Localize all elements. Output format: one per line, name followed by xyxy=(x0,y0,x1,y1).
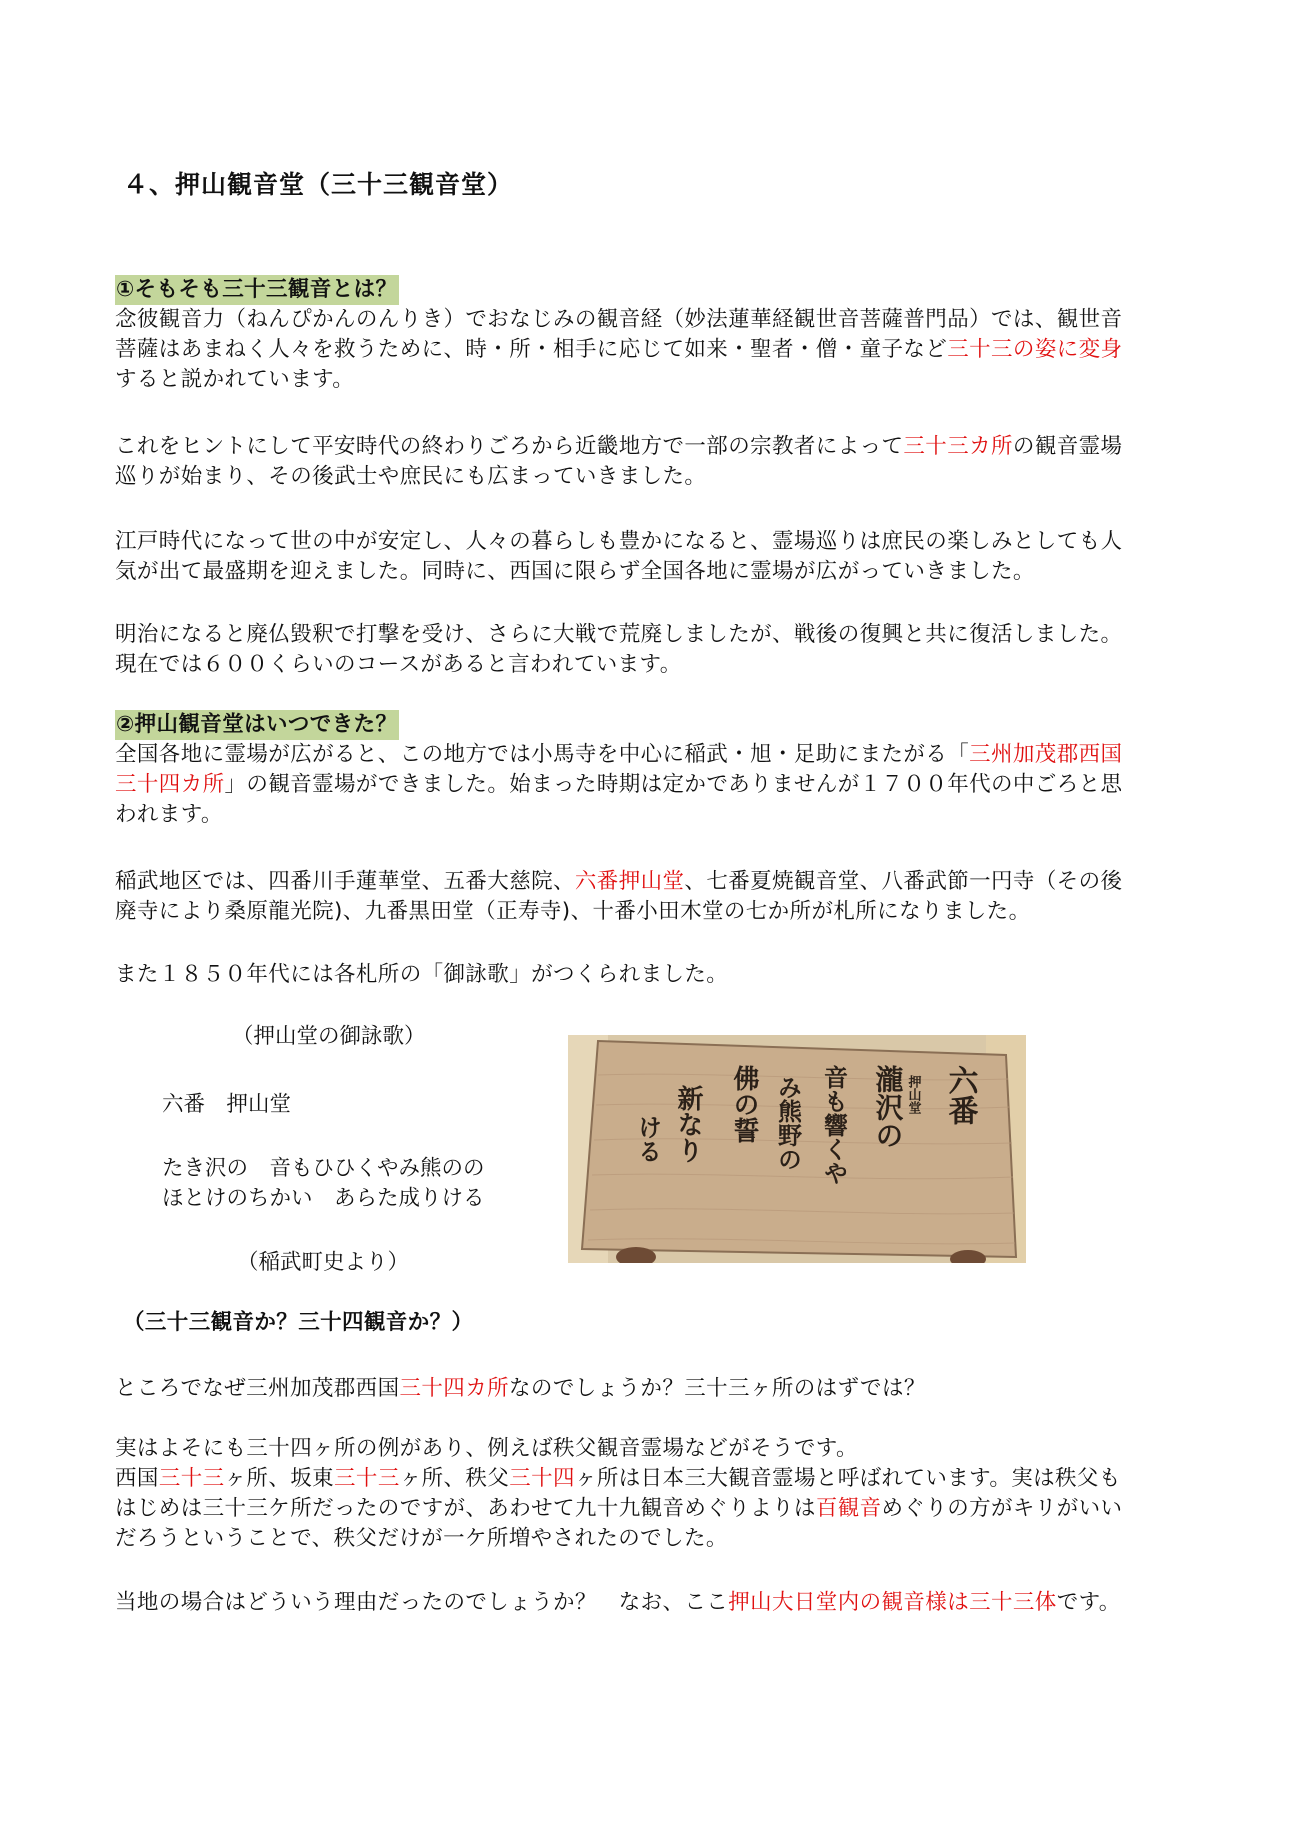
board-col-1: 六番 xyxy=(942,1065,978,1125)
text-line: だろうということで、秩父だけが一ケ所増やされたのでした。 xyxy=(115,1526,728,1551)
board-col-7: ける xyxy=(633,1115,663,1163)
text-line: はじめは三十三ケ所だったのですが、あわせて九十九観音めぐりよりは百観音めぐりの方がキリがいい xyxy=(115,1496,1123,1521)
section-3-heading: （三十三観音か？三十四観音か？） xyxy=(123,1310,474,1335)
poem-line-2: ほとけのちかい あらた成りける xyxy=(162,1186,485,1211)
section-2-para-2 xyxy=(115,867,1175,927)
red-emphasis: 三州加茂郡西国 xyxy=(969,742,1123,767)
section-2-para-3 xyxy=(115,960,1175,990)
board-col-5: 佛の誓 xyxy=(729,1065,759,1143)
section-1-para-2 xyxy=(115,432,1175,492)
page-title: ４、押山観音堂（三十三観音堂） xyxy=(123,170,514,199)
red-emphasis: 三十三の姿に変身 xyxy=(947,337,1123,362)
section-3 xyxy=(123,1308,1183,1338)
text-line: 廃寺により桑原龍光院)、九番黒田堂（正寿寺)、十番小田木堂の七か所が札所になりました。 xyxy=(115,899,1031,924)
text-line: 明治になると廃仏毀釈で打撃を受け、さらに大戦で荒廃しましたが、戦後の復興と共に復活しました。 xyxy=(115,622,1123,647)
text-line: これをヒントにして平安時代の終わりごろから近畿地方で一部の宗教者によって三十三カ所の観音霊場 xyxy=(115,434,1123,459)
text-line: 念彼観音力（ねんぴかんのんりき）でおなじみの観音経（妙法蓮華経観世音菩薩普門品）では、観世音 xyxy=(115,307,1123,332)
text-line: また１８５０年代には各札所の「御詠歌」がつくられました。 xyxy=(115,962,729,987)
text-line: 菩薩はあまねく人々を救うために、時・所・相手に応じて如来・聖者・僧・童子など三十三の姿に変身 xyxy=(115,337,1123,362)
poem-line-1: たき沢の 音もひひくやみ熊のの xyxy=(162,1156,485,1181)
board-col-3: 音も響くや xyxy=(819,1065,849,1185)
section-2 xyxy=(115,710,1175,830)
section-3-para-1 xyxy=(115,1374,1175,1404)
text-line: われます。 xyxy=(115,802,223,827)
text-line: 三十四カ所」の観音霊場ができました。始まった時期は定かでありませんが１７００年代の中ごろと思 xyxy=(115,772,1123,797)
text-line: 気が出て最盛期を迎えました。同時に、西国に限らず全国各地に霊場が広がっていきました。 xyxy=(115,559,1035,584)
board-col-4: み熊野の xyxy=(773,1075,803,1171)
red-emphasis: 三十四 xyxy=(509,1466,575,1491)
board-col-6: 新なり xyxy=(673,1085,703,1163)
section-1-heading: ①そもそも三十三観音とは？ xyxy=(115,275,399,305)
text-line: すると説かれています。 xyxy=(115,367,355,392)
text-line: 全国各地に霊場が広がると、この地方では小馬寺を中心に稲武・旭・足助にまたがる「三州加茂郡西国 xyxy=(115,742,1123,767)
text-line: 当地の場合はどういう理由だったのでしょうか？ なお、ここ押山大日堂内の観音様は三十三体です。 xyxy=(115,1590,1121,1615)
red-emphasis: 三十三 xyxy=(158,1466,225,1491)
poem-caption: （押山堂の御詠歌） xyxy=(232,1024,426,1049)
text-line: 稲武地区では、四番川手蓮華堂、五番大慈院、六番押山堂、七番夏焼観音堂、八番武節一円寺（その後 xyxy=(115,869,1123,894)
text-line: ところでなぜ三州加茂郡西国三十四カ所なのでしょうか？三十三ヶ所のはずでは？ xyxy=(115,1376,926,1401)
text-line: 現在では６００くらいのコースがあると言われています。 xyxy=(115,652,682,677)
poem-source: （稲武町史より） xyxy=(237,1250,410,1275)
red-emphasis: 百観音 xyxy=(815,1496,882,1521)
section-3-para-2 xyxy=(115,1434,1175,1554)
red-emphasis: 三十四カ所 xyxy=(399,1376,510,1401)
poem-number: 六番 押山堂 xyxy=(162,1092,292,1117)
red-emphasis: 三十三 xyxy=(334,1466,400,1491)
wooden-board-photo xyxy=(568,1035,1026,1263)
red-emphasis: 押山大日堂内の観音様は三十三体 xyxy=(728,1590,1057,1615)
text-line: 西国三十三ヶ所、坂東三十三ヶ所、秩父三十四ヶ所は日本三大観音霊場と呼ばれています。実は秩父も xyxy=(115,1466,1121,1491)
text-line: 実はよそにも三十四ヶ所の例があり、例えば秩父観音霊場などがそうです。 xyxy=(115,1436,858,1461)
red-emphasis: 三十四カ所 xyxy=(115,772,225,797)
board-col-2: 瀧沢の xyxy=(871,1065,905,1149)
text-line: 江戸時代になって世の中が安定し、人々の暮らしも豊かになると、霊場巡りは庶民の楽しみとしても人 xyxy=(115,529,1123,554)
section-1-para-4 xyxy=(115,620,1175,680)
text-line: 巡りが始まり、その後武士や庶民にも広まっていきました。 xyxy=(115,464,707,489)
section-2-heading: ②押山観音堂はいつできた？ xyxy=(115,710,399,740)
section-1 xyxy=(115,275,1175,395)
red-emphasis: 三十三カ所 xyxy=(903,434,1013,459)
section-1-para-3 xyxy=(115,527,1175,587)
section-3-para-3 xyxy=(115,1588,1175,1618)
red-emphasis: 六番押山堂 xyxy=(574,869,685,894)
board-col-small: 押山堂 xyxy=(905,1075,921,1114)
